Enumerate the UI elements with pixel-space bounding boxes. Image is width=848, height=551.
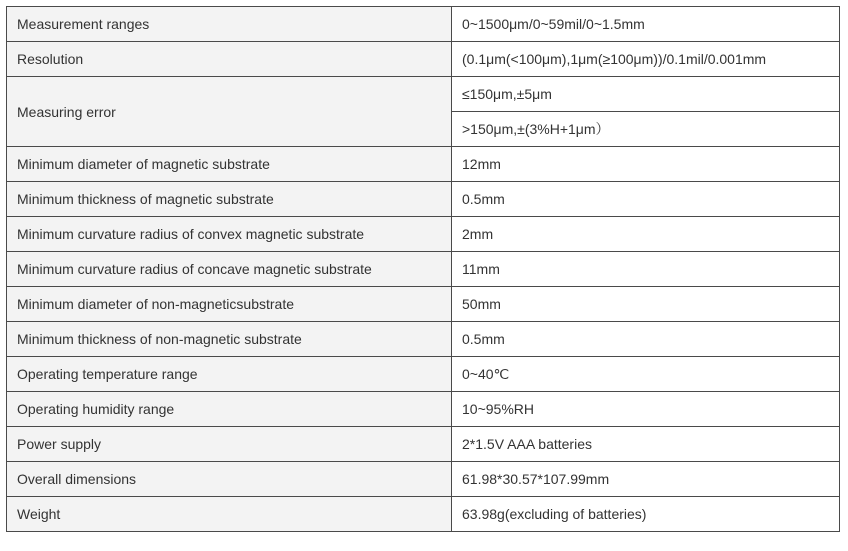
spec-value: (0.1μm(<100μm),1μm(≥100μm))/0.1mil/0.001mm	[452, 42, 840, 77]
spec-label: Minimum curvature radius of concave magnetic substrate	[7, 252, 452, 287]
spec-value: ≤150μm,±5μm	[452, 77, 840, 112]
table-row	[7, 147, 840, 182]
spec-value: 0.5mm	[452, 322, 840, 357]
table-row	[7, 322, 840, 357]
spec-label: Minimum diameter of magnetic substrate	[7, 147, 452, 182]
spec-value: >150μm,±(3%H+1μm）	[452, 112, 840, 147]
table-row	[7, 497, 840, 532]
spec-value: 12mm	[452, 147, 840, 182]
spec-value: 11mm	[452, 252, 840, 287]
table-row	[7, 217, 840, 252]
table-row	[7, 392, 840, 427]
spec-label: Weight	[7, 497, 452, 532]
table-row	[7, 427, 840, 462]
spec-value: 2*1.5V AAA batteries	[452, 427, 840, 462]
spec-label: Minimum thickness of non-magnetic substrate	[7, 322, 452, 357]
spec-value: 2mm	[452, 217, 840, 252]
spec-label: Minimum thickness of magnetic substrate	[7, 182, 452, 217]
spec-label: Resolution	[7, 42, 452, 77]
spec-label: Minimum diameter of non-magneticsubstrate	[7, 287, 452, 322]
spec-label: Measurement ranges	[7, 7, 452, 42]
table-row	[7, 252, 840, 287]
spec-table	[6, 6, 840, 532]
spec-value: 50mm	[452, 287, 840, 322]
spec-value: 61.98*30.57*107.99mm	[452, 462, 840, 497]
spec-label: Overall dimensions	[7, 462, 452, 497]
spec-label: Operating temperature range	[7, 357, 452, 392]
table-row	[7, 287, 840, 322]
spec-label: Minimum curvature radius of convex magnetic substrate	[7, 217, 452, 252]
spec-value: 10~95%RH	[452, 392, 840, 427]
spec-label: Operating humidity range	[7, 392, 452, 427]
table-row	[7, 77, 840, 112]
table-row	[7, 357, 840, 392]
table-row	[7, 182, 840, 217]
spec-value: 0~40℃	[452, 357, 840, 392]
table-row	[7, 7, 840, 42]
spec-value: 0~1500μm/0~59mil/0~1.5mm	[452, 7, 840, 42]
table-row	[7, 42, 840, 77]
table-row	[7, 462, 840, 497]
spec-value: 63.98g(excluding of batteries)	[452, 497, 840, 532]
spec-label: Measuring error	[7, 77, 452, 147]
spec-label: Power supply	[7, 427, 452, 462]
spec-value: 0.5mm	[452, 182, 840, 217]
